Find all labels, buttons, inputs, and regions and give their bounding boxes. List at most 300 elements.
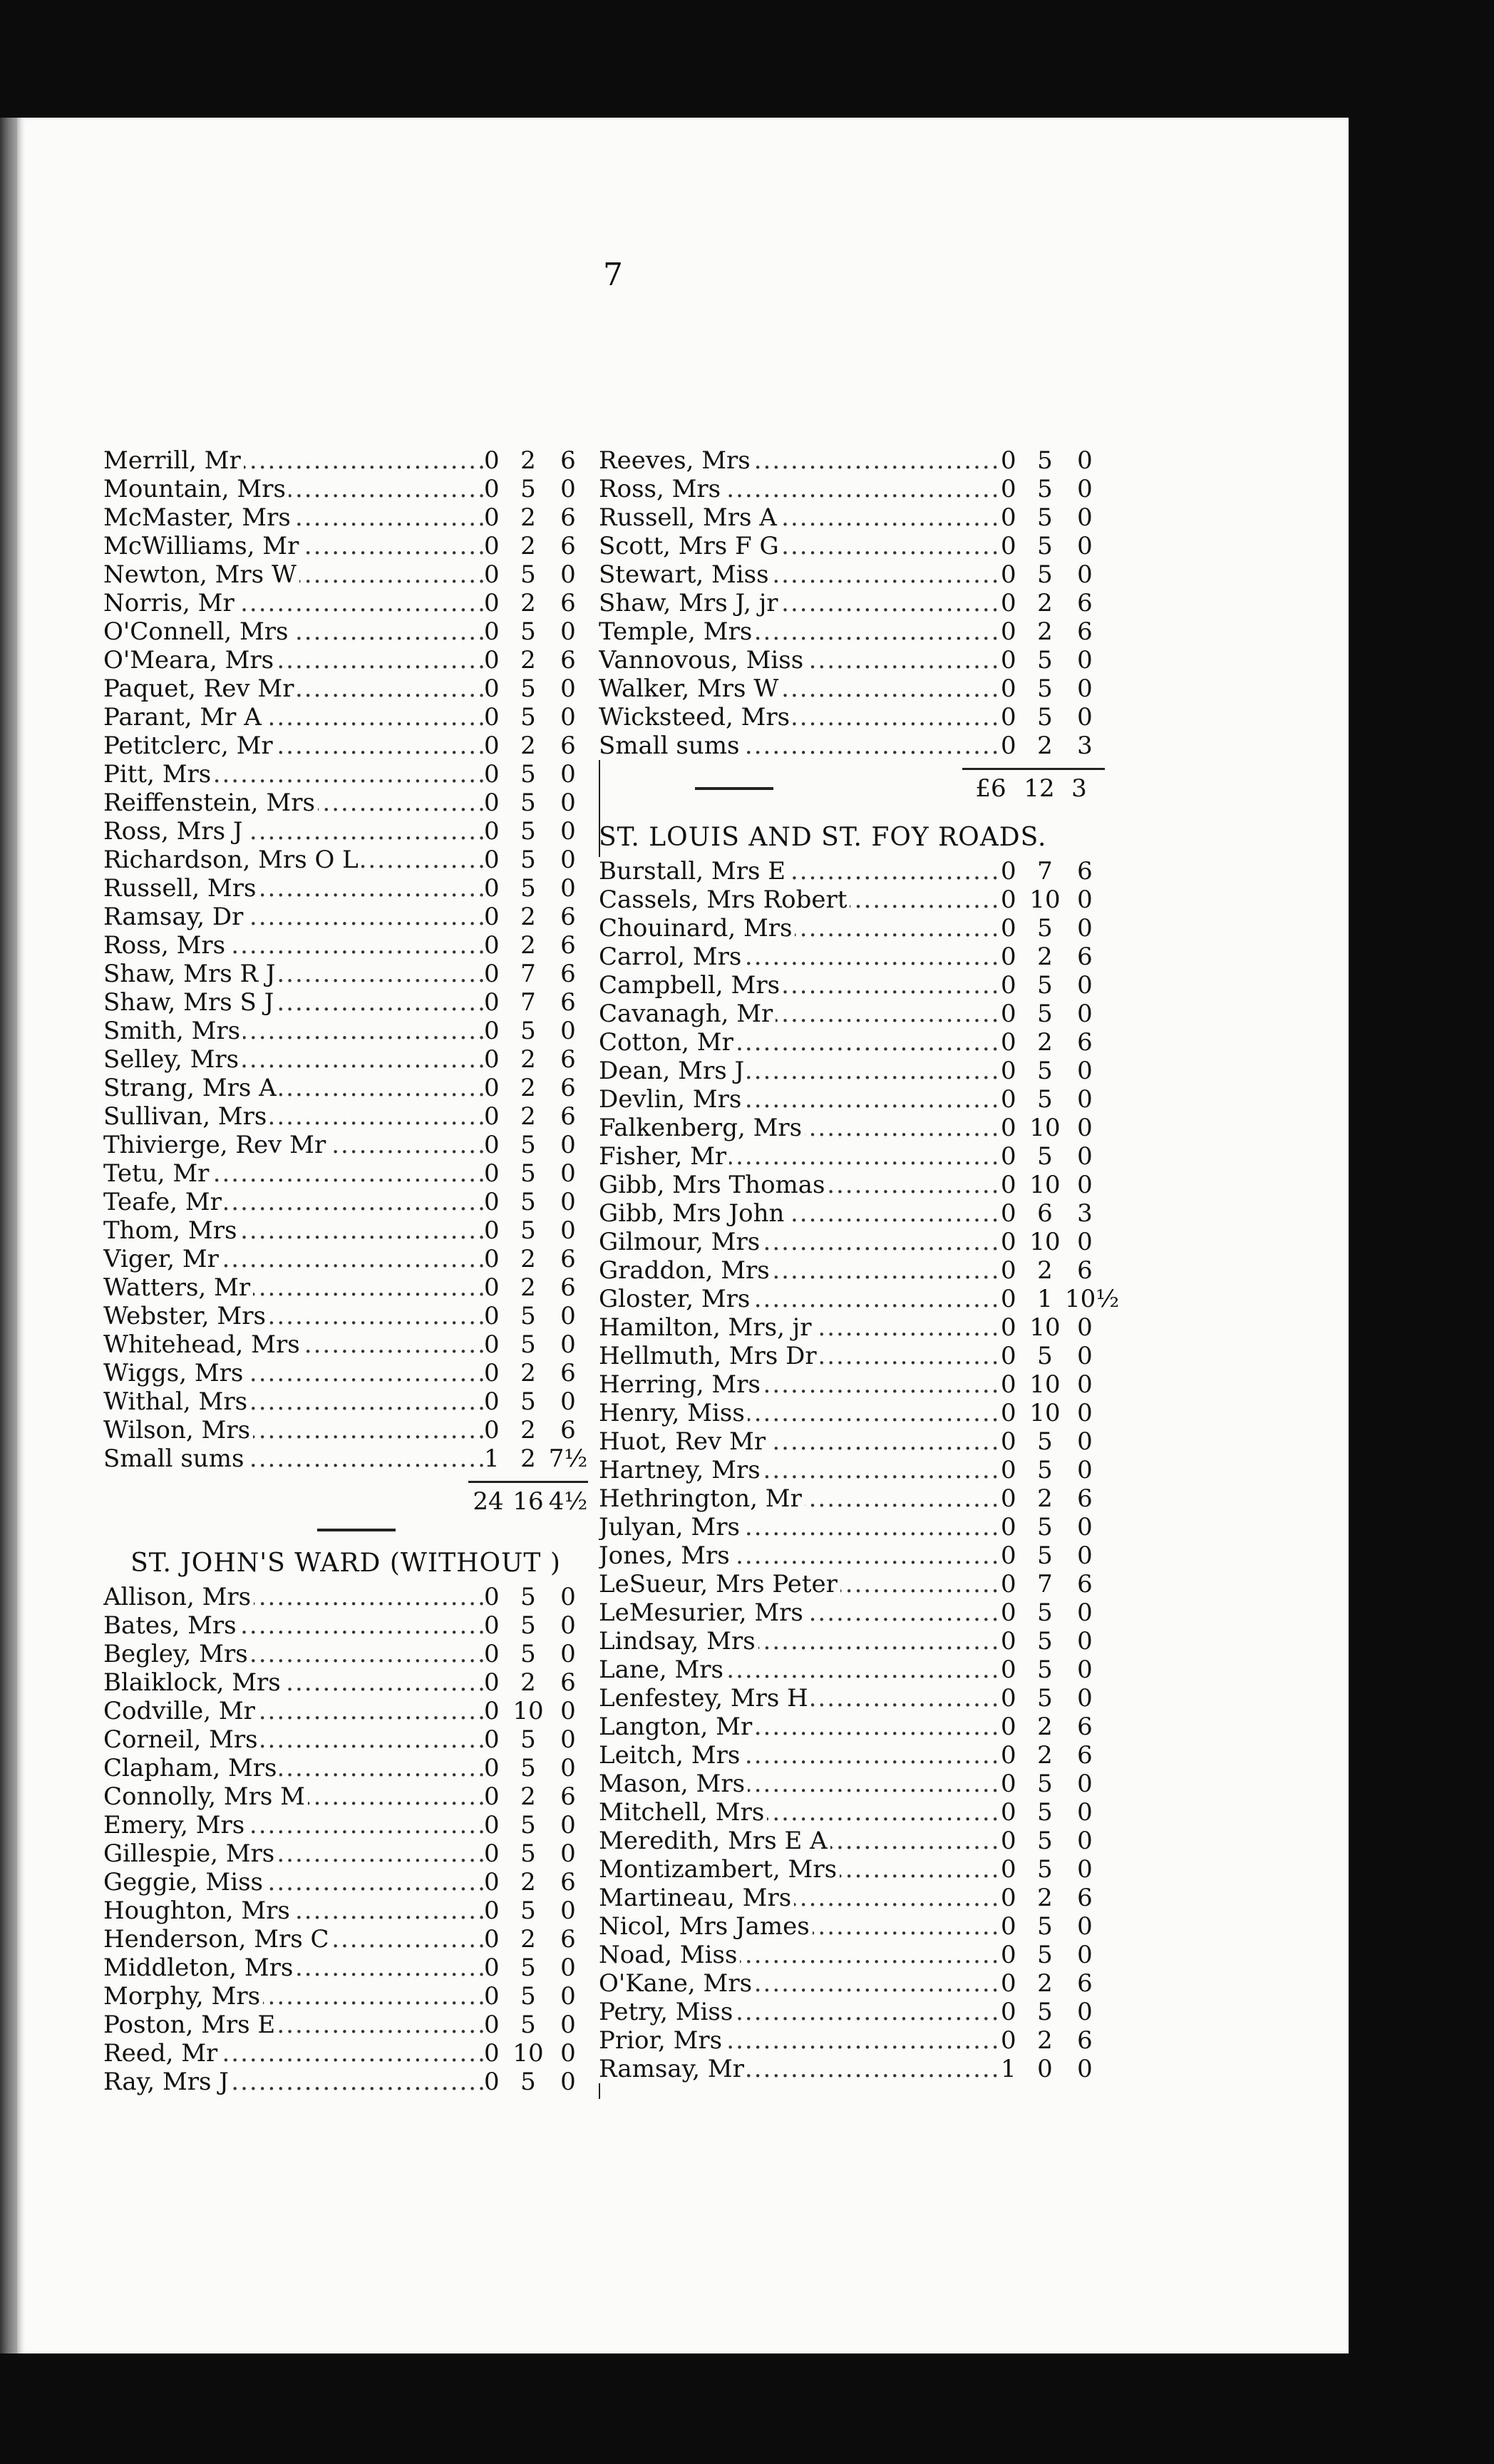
list-item (103, 589, 588, 617)
list-item (103, 2011, 588, 2039)
amount-pounds: 0 (484, 617, 500, 646)
amount-shillings: 10 (512, 2039, 544, 2068)
list-item (103, 1017, 588, 1045)
amount-shillings: 10 (1029, 1171, 1061, 1199)
amount-pounds: 0 (484, 1387, 500, 1416)
amount-pounds: 0 (1001, 674, 1016, 703)
amount-pounds: 0 (1001, 1000, 1016, 1028)
right-list (599, 446, 1105, 760)
list-item (599, 1370, 1105, 1399)
amount-pounds: 0 (484, 1330, 500, 1359)
amount-pence: 6 (1077, 1713, 1093, 1741)
amount-pounds: 0 (1001, 560, 1016, 589)
donor-name: Noad, Miss ..... (599, 1941, 1001, 1969)
donor-name: Vannovous, Miss ..... (599, 646, 1001, 674)
amount-shillings: 2 (1037, 1484, 1053, 1513)
amount-pounds: 0 (1001, 1827, 1016, 1855)
donor-name: Herring, Mrs ..... (599, 1370, 1001, 1399)
amount-pounds: 0 (484, 1583, 500, 1611)
amount-pence: 0 (560, 1954, 576, 1982)
amount-shillings: 5 (520, 2068, 536, 2096)
amount-pounds: 0 (1001, 1342, 1016, 1370)
amount-pence: 0 (1077, 1228, 1093, 1256)
list-item (599, 1941, 1105, 1969)
amount-pence: 6 (1077, 1570, 1093, 1598)
list-item (103, 931, 588, 960)
amount-shillings: 2 (520, 903, 536, 931)
amount-pence: 0 (560, 560, 576, 589)
amount-pence: 3 (1077, 1199, 1093, 1228)
list-item (103, 2068, 588, 2096)
donor-name: Petitclerc, Mr ..... (103, 732, 484, 760)
list-item (103, 503, 588, 532)
list-item (103, 1811, 588, 1839)
amount-pounds: 0 (1001, 1570, 1016, 1598)
amount-pounds: 0 (484, 1216, 500, 1245)
amount-shillings: 5 (1037, 1427, 1053, 1456)
donor-name: Leitch, Mrs ..... (599, 1741, 1001, 1770)
list-item (599, 674, 1105, 703)
amount-pence: 0 (1077, 1941, 1093, 1969)
amount-shillings: 5 (520, 1330, 536, 1359)
amount-shillings: 2 (520, 1868, 536, 1896)
donor-name: Lane, Mrs ..... (599, 1655, 1001, 1684)
amount-pounds: 0 (484, 1102, 500, 1131)
amount-pence: 6 (560, 1668, 576, 1697)
amount-shillings: 5 (520, 1982, 536, 2011)
donor-name: Connolly, Mrs M ..... (103, 1782, 484, 1811)
donor-name: Watters, Mr ..... (103, 1273, 484, 1302)
amount-pence: 6 (560, 931, 576, 960)
amount-pence: 6 (560, 1925, 576, 1954)
amount-pence: 6 (1077, 1484, 1093, 1513)
amount-pence: 6 (560, 988, 576, 1017)
donor-name: Clapham, Mrs ..... (103, 1754, 484, 1782)
donor-name: Ross, Mrs ..... (103, 931, 484, 960)
amount-pounds: 0 (484, 960, 500, 988)
left-section-list (103, 1583, 588, 2096)
amount-shillings: 5 (520, 1017, 536, 1045)
amount-shillings: 5 (520, 1387, 536, 1416)
list-item (599, 1541, 1105, 1570)
list-item (599, 1884, 1105, 1912)
donor-name: Walker, Mrs W ..... (599, 674, 1001, 703)
list-item (103, 617, 588, 646)
amount-pounds: 0 (484, 846, 500, 874)
amount-pence: 6 (560, 503, 576, 532)
donor-name: Selley, Mrs ..... (103, 1045, 484, 1074)
list-item (103, 1330, 588, 1359)
list-item (599, 1798, 1105, 1827)
amount-shillings: 5 (520, 1611, 536, 1640)
amount-shillings: 5 (520, 617, 536, 646)
amount-pence: 0 (1077, 1684, 1093, 1713)
amount-pounds: 0 (484, 874, 500, 903)
left-total (103, 1473, 588, 1516)
amount-pence: 6 (560, 1868, 576, 1896)
amount-pence: 7½ (548, 1444, 588, 1473)
donor-name: Hartney, Mrs ..... (599, 1456, 1001, 1484)
list-item (103, 1359, 588, 1387)
amount-pounds: 0 (484, 560, 500, 589)
amount-pence: 0 (560, 1982, 576, 2011)
amount-pounds: 0 (1001, 1171, 1016, 1199)
amount-pounds: 0 (1001, 1399, 1016, 1427)
amount-pounds: 0 (1001, 1256, 1016, 1285)
donor-name: Dean, Mrs J ..... (599, 1057, 1001, 1085)
section-heading: ST. JOHN'S WARD (WITHOUT ) (130, 1549, 561, 1578)
amount-pounds: 0 (484, 589, 500, 617)
amount-pounds: 0 (1001, 732, 1016, 760)
total-shillings: 12 (1024, 774, 1055, 803)
amount-shillings: 5 (520, 475, 536, 503)
list-item (599, 1456, 1105, 1484)
list-item (103, 1925, 588, 1954)
list-item (599, 2026, 1105, 2055)
amount-shillings: 7 (1037, 1570, 1053, 1598)
donor-name: Henderson, Mrs C ..... (103, 1925, 484, 1954)
donor-name: Gilmour, Mrs ..... (599, 1228, 1001, 1256)
donor-name: O'Kane, Mrs ..... (599, 1969, 1001, 1998)
amount-pounds: 0 (484, 475, 500, 503)
donor-name: McMaster, Mrs ..... (103, 503, 484, 532)
amount-pounds: 0 (484, 988, 500, 1017)
list-item (599, 1256, 1105, 1285)
amount-shillings: 5 (520, 846, 536, 874)
list-item (599, 703, 1105, 732)
amount-pence: 6 (1077, 857, 1093, 885)
amount-pence: 0 (560, 1811, 576, 1839)
amount-shillings: 5 (1037, 532, 1053, 560)
amount-pence: 6 (560, 532, 576, 560)
list-item (599, 1855, 1105, 1884)
list-item (599, 1427, 1105, 1456)
amount-pounds: 0 (484, 732, 500, 760)
amount-pence: 6 (560, 446, 576, 475)
amount-pence: 0 (1077, 1399, 1093, 1427)
amount-pence: 6 (560, 1045, 576, 1074)
amount-pounds: 0 (1001, 1998, 1016, 2026)
amount-shillings: 5 (520, 1131, 536, 1159)
amount-pence: 6 (1077, 589, 1093, 617)
left-column (103, 446, 588, 2096)
amount-pounds: 0 (484, 1896, 500, 1925)
amount-shillings: 5 (520, 1725, 536, 1754)
list-item (103, 1102, 588, 1131)
donor-name: LeMesurier, Mrs ..... (599, 1598, 1001, 1627)
amount-shillings: 10 (512, 1697, 544, 1725)
amount-shillings: 5 (1037, 1598, 1053, 1627)
amount-pence: 0 (1077, 1370, 1093, 1399)
amount-pounds: 0 (484, 1954, 500, 1982)
amount-shillings: 7 (520, 988, 536, 1017)
amount-pence: 0 (560, 1583, 576, 1611)
list-item (599, 2055, 1105, 2083)
amount-shillings: 2 (520, 1273, 536, 1302)
amount-shillings: 2 (1037, 1741, 1053, 1770)
donor-name: Graddon, Mrs ..... (599, 1256, 1001, 1285)
amount-shillings: 5 (1037, 1456, 1053, 1484)
donor-name: Petry, Miss ..... (599, 1998, 1001, 2026)
list-item (599, 1998, 1105, 2026)
list-item (599, 1228, 1105, 1256)
list-item (599, 532, 1105, 560)
amount-pounds: 0 (484, 1074, 500, 1102)
amount-pence: 0 (1077, 1855, 1093, 1884)
amount-shillings: 5 (1037, 646, 1053, 674)
list-item (103, 1725, 588, 1754)
amount-shillings: 5 (1037, 971, 1053, 1000)
amount-pounds: 0 (1001, 1370, 1016, 1399)
donor-name: Teafe, Mr ..... (103, 1188, 484, 1216)
amount-shillings: 5 (1037, 703, 1053, 732)
list-item (103, 846, 588, 874)
amount-pence: 0 (1077, 1085, 1093, 1114)
amount-shillings: 5 (1037, 1057, 1053, 1085)
amount-shillings: 5 (1037, 475, 1053, 503)
list-item (103, 1782, 588, 1811)
donor-name: Stewart, Miss ..... (599, 560, 1001, 589)
list-item (103, 789, 588, 817)
donor-name: Gibb, Mrs Thomas ..... (599, 1171, 1001, 1199)
amount-pence: 0 (1077, 446, 1093, 475)
amount-pence: 10½ (1065, 1285, 1120, 1313)
donor-name: Wicksteed, Mrs ..... (599, 703, 1001, 732)
amount-pounds: 0 (1001, 1114, 1016, 1142)
amount-shillings: 2 (520, 532, 536, 560)
amount-pence: 0 (560, 475, 576, 503)
amount-pounds: 0 (484, 931, 500, 960)
donor-name: Carrol, Mrs ..... (599, 943, 1001, 971)
amount-shillings: 6 (1037, 1199, 1053, 1228)
donor-name: Thivierge, Rev Mr ..... (103, 1131, 484, 1159)
donor-name: Langton, Mr ..... (599, 1713, 1001, 1741)
amount-pounds: 0 (1001, 1456, 1016, 1484)
list-item (599, 1285, 1120, 1313)
amount-shillings: 5 (1037, 1142, 1053, 1171)
list-item (599, 1313, 1105, 1342)
amount-pence: 0 (1077, 1000, 1093, 1028)
amount-pounds: 0 (1001, 1798, 1016, 1827)
amount-pounds: 0 (1001, 1228, 1016, 1256)
donor-name: Burstall, Mrs E ..... (599, 857, 1001, 885)
donor-name: Russell, Mrs A ..... (599, 503, 1001, 532)
amount-pounds: 0 (484, 1045, 500, 1074)
amount-pence: 0 (560, 617, 576, 646)
donor-name: Pitt, Mrs ..... (103, 760, 484, 789)
donor-name: Nicol, Mrs James ..... (599, 1912, 1001, 1941)
donor-name: Mason, Mrs ..... (599, 1770, 1001, 1798)
amount-shillings: 5 (520, 1583, 536, 1611)
amount-pence: 6 (1077, 1256, 1093, 1285)
list-item (599, 1142, 1105, 1171)
donor-name: Gibb, Mrs John ..... (599, 1199, 1001, 1228)
list-item (103, 1131, 588, 1159)
list-item (103, 1416, 588, 1444)
amount-shillings: 2 (1037, 589, 1053, 617)
amount-pounds: 0 (484, 1302, 500, 1330)
amount-pence: 6 (1077, 1884, 1093, 1912)
amount-shillings: 2 (1037, 1256, 1053, 1285)
amount-pence: 0 (1077, 1827, 1093, 1855)
list-item (599, 1028, 1105, 1057)
amount-pence: 0 (560, 789, 576, 817)
amount-shillings: 5 (1037, 914, 1053, 943)
amount-pounds: 0 (484, 903, 500, 931)
amount-pounds: 0 (484, 760, 500, 789)
amount-shillings: 5 (1037, 1827, 1053, 1855)
donor-name: Shaw, Mrs S J ..... (103, 988, 484, 1017)
amount-shillings: 5 (1037, 1627, 1053, 1655)
donor-name: McWilliams, Mr ..... (103, 532, 484, 560)
amount-pence: 0 (1077, 703, 1093, 732)
donor-name: Norris, Mr ..... (103, 589, 484, 617)
amount-shillings: 2 (520, 732, 536, 760)
donor-name: Lenfestey, Mrs H ..... (599, 1684, 1001, 1713)
list-item (599, 1171, 1105, 1199)
amount-shillings: 5 (1037, 1998, 1053, 2026)
amount-shillings: 5 (1037, 1855, 1053, 1884)
donor-name: Hamilton, Mrs, jr ..... (599, 1313, 1001, 1342)
donor-name: Shaw, Mrs J, jr ..... (599, 589, 1001, 617)
list-item (103, 1668, 588, 1697)
amount-pence: 0 (560, 1387, 576, 1416)
amount-shillings: 2 (520, 1045, 536, 1074)
amount-shillings: 5 (1037, 503, 1053, 532)
amount-pence: 6 (560, 903, 576, 931)
list-item (103, 1273, 588, 1302)
list-item (599, 1684, 1105, 1713)
donor-name: Ramsay, Dr ..... (103, 903, 484, 931)
amount-shillings: 2 (1037, 943, 1053, 971)
donor-name: Scott, Mrs F G ..... (599, 532, 1001, 560)
list-item (599, 1741, 1105, 1770)
amount-shillings: 10 (1029, 1399, 1061, 1427)
amount-shillings: 5 (520, 874, 536, 903)
donor-name: O'Connell, Mrs ..... (103, 617, 484, 646)
list-item (599, 1570, 1105, 1598)
donor-name: Ramsay, Mr ..... (599, 2055, 1001, 2083)
amount-pounds: 0 (1001, 971, 1016, 1000)
amount-pounds: 0 (1001, 1713, 1016, 1741)
amount-pounds: 0 (484, 532, 500, 560)
donor-name: Henry, Miss ..... (599, 1399, 1001, 1427)
amount-pounds: 0 (484, 1131, 500, 1159)
amount-pence: 3 (1077, 732, 1093, 760)
amount-pounds: 0 (1001, 1741, 1016, 1770)
donor-name: Viger, Mr ..... (103, 1245, 484, 1273)
list-item (103, 817, 588, 846)
donor-name: Shaw, Mrs R J ..... (103, 960, 484, 988)
amount-pence: 0 (1077, 1114, 1093, 1142)
amount-pounds: 0 (484, 817, 500, 846)
section-rule (317, 1529, 396, 1531)
right-total (599, 760, 1105, 803)
list-item (599, 1114, 1105, 1142)
amount-shillings: 2 (520, 931, 536, 960)
amount-pounds: 0 (1001, 1941, 1016, 1969)
amount-pence: 0 (560, 674, 576, 703)
list-item (103, 1583, 588, 1611)
list-item (599, 1085, 1105, 1114)
amount-pounds: 0 (1001, 646, 1016, 674)
list-item (103, 674, 588, 703)
list-item (103, 446, 588, 475)
donor-name: Ross, Mrs ..... (599, 475, 1001, 503)
amount-pounds: 0 (1001, 914, 1016, 943)
list-item (103, 1074, 588, 1102)
amount-shillings: 5 (1037, 1513, 1053, 1541)
list-item (599, 1655, 1105, 1684)
amount-pence: 0 (560, 2011, 576, 2039)
amount-pounds: 0 (484, 1273, 500, 1302)
amount-pounds: 0 (484, 1811, 500, 1839)
amount-pence: 6 (1077, 2026, 1093, 2055)
donor-name: Thom, Mrs ..... (103, 1216, 484, 1245)
amount-pence: 0 (560, 703, 576, 732)
list-item (103, 1640, 588, 1668)
donor-name: Lindsay, Mrs ..... (599, 1627, 1001, 1655)
donor-name: Bates, Mrs ..... (103, 1611, 484, 1640)
list-item (103, 1302, 588, 1330)
amount-shillings: 2 (520, 1782, 536, 1811)
amount-shillings: 5 (520, 1302, 536, 1330)
amount-shillings: 5 (520, 1640, 536, 1668)
donor-name: Emery, Mrs ..... (103, 1811, 484, 1839)
list-item (599, 943, 1105, 971)
amount-shillings: 2 (520, 1245, 536, 1273)
donor-name: Mitchell, Mrs ..... (599, 1798, 1001, 1827)
list-item (103, 1868, 588, 1896)
amount-shillings: 5 (520, 674, 536, 703)
right-section-list (599, 857, 1120, 2083)
amount-shillings: 2 (1037, 1969, 1053, 1998)
donor-name: Fisher, Mr ..... (599, 1142, 1001, 1171)
list-item (103, 1611, 588, 1640)
amount-pence: 6 (1077, 1741, 1093, 1770)
donor-name: Cassels, Mrs Robert ..... (599, 885, 1001, 914)
amount-pounds: 0 (484, 2068, 500, 2096)
amount-pounds: 0 (1001, 857, 1016, 885)
donor-name: Smith, Mrs ..... (103, 1017, 484, 1045)
donor-name: Wiggs, Mrs ..... (103, 1359, 484, 1387)
list-item (103, 760, 588, 789)
amount-pounds: 0 (1001, 1427, 1016, 1456)
amount-pounds: 0 (1001, 1969, 1016, 1998)
amount-pounds: 0 (484, 1416, 500, 1444)
list-item (599, 1713, 1105, 1741)
donor-name: Ray, Mrs J ..... (103, 2068, 484, 2096)
amount-shillings: 5 (1037, 1342, 1053, 1370)
amount-pounds: 0 (1001, 475, 1016, 503)
amount-shillings: 2 (1037, 1884, 1053, 1912)
amount-shillings: 2 (520, 503, 536, 532)
donor-name: Martineau, Mrs ..... (599, 1884, 1001, 1912)
donor-name: Small sums ..... (103, 1444, 484, 1473)
list-item (599, 646, 1105, 674)
amount-pounds: 0 (1001, 1541, 1016, 1570)
donor-name: Corneil, Mrs ..... (103, 1725, 484, 1754)
amount-pence: 0 (560, 1159, 576, 1188)
donor-name: Richardson, Mrs O L ..... (103, 846, 484, 874)
amount-shillings: 5 (1037, 1912, 1053, 1941)
list-item (103, 532, 588, 560)
amount-pence: 0 (1077, 1342, 1093, 1370)
list-item (599, 885, 1105, 914)
amount-pence: 0 (1077, 1313, 1093, 1342)
amount-pounds: 0 (1001, 1770, 1016, 1798)
amount-pence: 6 (560, 1416, 576, 1444)
